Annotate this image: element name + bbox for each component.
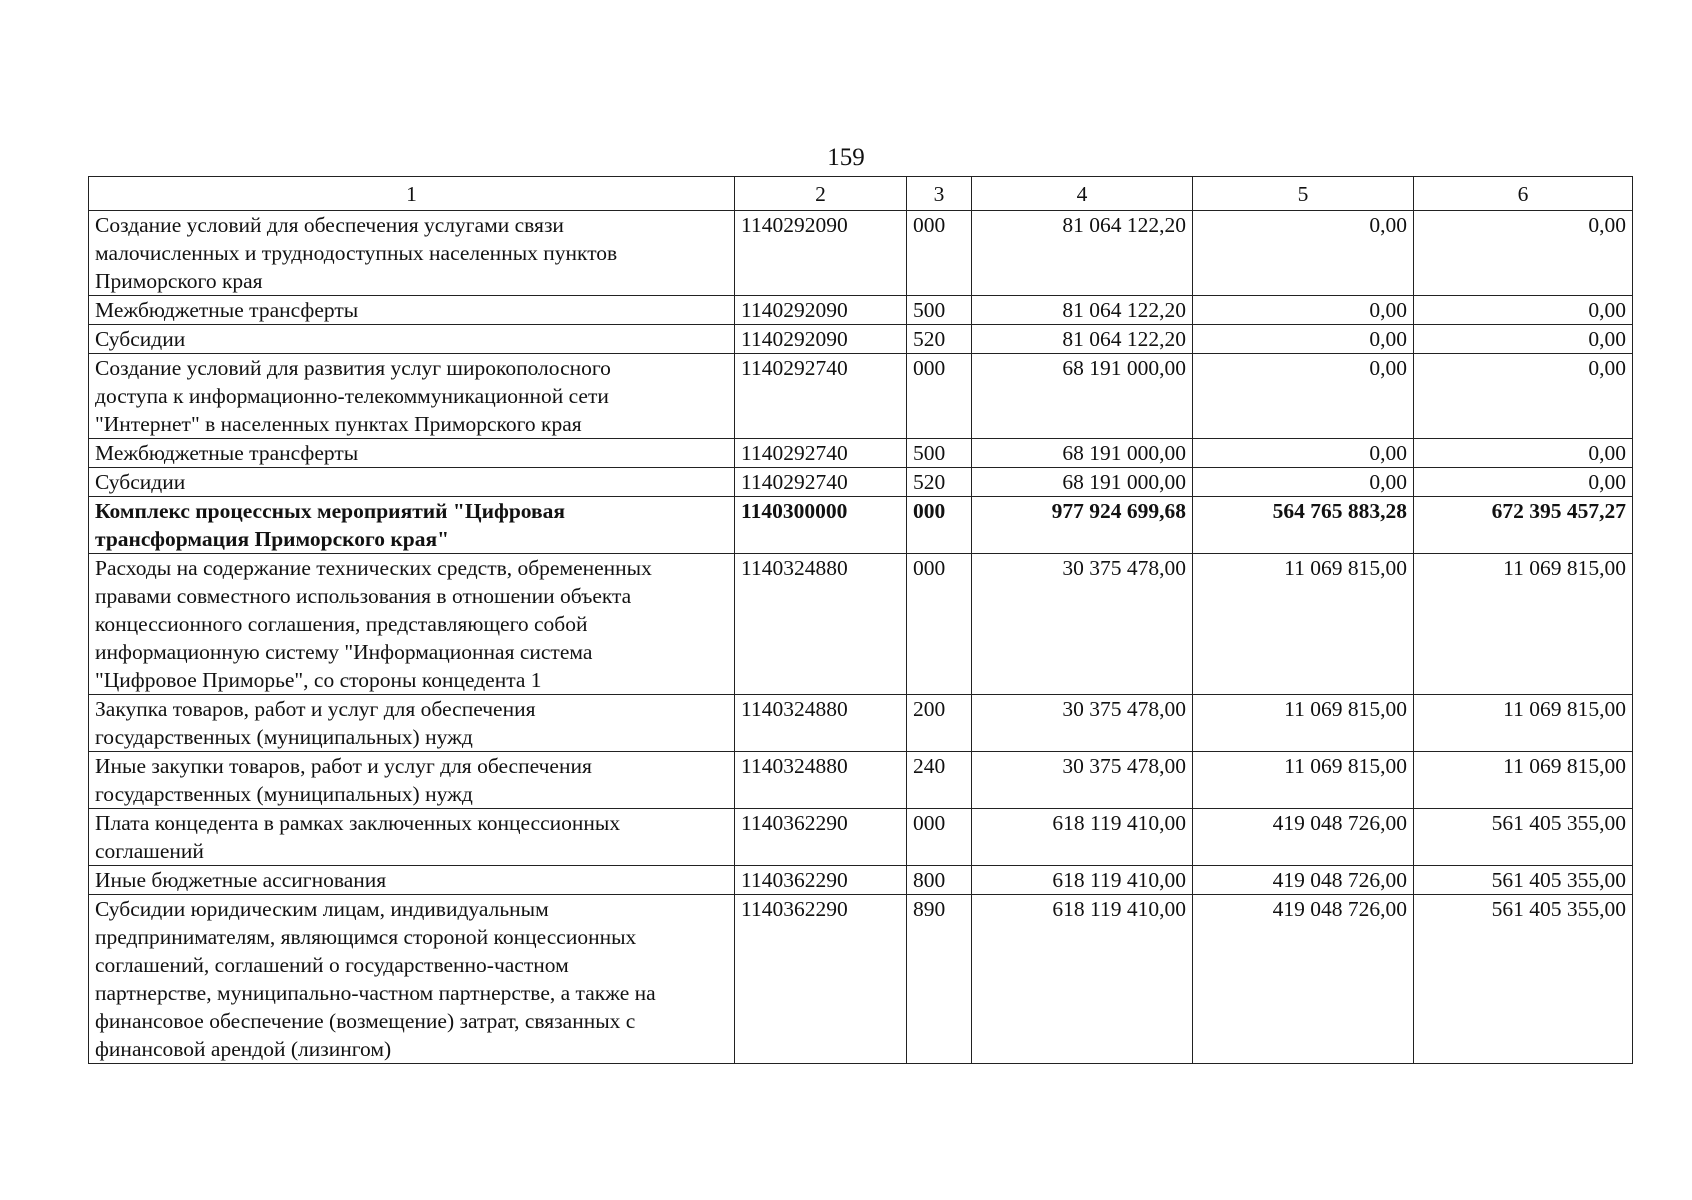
expense-type-code-cell: 800 (907, 866, 972, 895)
expense-name-line: соглашений (95, 839, 204, 863)
column-header: 5 (1193, 177, 1414, 211)
amount-col4-cell: 81 064 122,20 (972, 325, 1193, 354)
amount-col6-cell: 11 069 815,00 (1414, 695, 1633, 752)
target-article-code-cell: 1140292740 (735, 468, 907, 497)
column-header: 3 (907, 177, 972, 211)
page-number: 159 (827, 144, 865, 171)
amount-col4-cell: 618 119 410,00 (972, 895, 1193, 1064)
amount-col5-cell: 564 765 883,28 (1193, 497, 1414, 554)
expense-type-code-cell: 000 (907, 497, 972, 554)
expense-name-line: Закупка товаров, работ и услуг для обеспечения (95, 697, 536, 721)
amount-col6-cell: 11 069 815,00 (1414, 554, 1633, 695)
amount-col6-cell: 11 069 815,00 (1414, 752, 1633, 809)
table-row (89, 325, 1633, 354)
column-header: 4 (972, 177, 1193, 211)
table-row (89, 439, 1633, 468)
amount-col6-cell: 0,00 (1414, 354, 1633, 439)
amount-col4-cell: 68 191 000,00 (972, 468, 1193, 497)
expense-type-code-cell: 240 (907, 752, 972, 809)
table-row (89, 354, 1633, 439)
expense-type-code-cell: 520 (907, 325, 972, 354)
expense-name-line: государственных (муниципальных) нужд (95, 725, 473, 749)
expense-name-cell (89, 468, 735, 497)
amount-col6-cell: 0,00 (1414, 296, 1633, 325)
column-header: 2 (735, 177, 907, 211)
expense-name-line: Субсидии (95, 327, 186, 351)
amount-col6-cell: 561 405 355,00 (1414, 809, 1633, 866)
target-article-code-cell: 1140292090 (735, 296, 907, 325)
target-article-code-cell: 1140292090 (735, 211, 907, 296)
budget-table (88, 176, 1633, 1064)
expense-name-line: Расходы на содержание технических средств, обремененных (95, 556, 652, 580)
column-header: 6 (1414, 177, 1633, 211)
expense-name-cell (89, 325, 735, 354)
expense-name-line: предпринимателям, являющимся стороной концессионных (95, 925, 637, 949)
expense-type-code-cell: 500 (907, 439, 972, 468)
amount-col6-cell: 0,00 (1414, 211, 1633, 296)
expense-name-line: Иные закупки товаров, работ и услуг для обеспечения (95, 754, 592, 778)
column-header: 1 (89, 177, 735, 211)
expense-name-cell (89, 296, 735, 325)
expense-name-line: малочисленных и труднодоступных населенных пунктов (95, 241, 618, 265)
amount-col5-cell: 0,00 (1193, 325, 1414, 354)
amount-col4-cell: 30 375 478,00 (972, 554, 1193, 695)
amount-col5-cell: 11 069 815,00 (1193, 752, 1414, 809)
target-article-code-cell: 1140362290 (735, 895, 907, 1064)
amount-col5-cell: 419 048 726,00 (1193, 809, 1414, 866)
expense-name-line: Создание условий для обеспечения услугами связи (95, 213, 564, 237)
table-row (89, 211, 1633, 296)
table-row (89, 809, 1633, 866)
expense-name-line: финансовой арендой (лизингом) (95, 1037, 392, 1061)
expense-name-cell (89, 895, 735, 1064)
expense-name-cell (89, 752, 735, 809)
amount-col4-cell: 977 924 699,68 (972, 497, 1193, 554)
amount-col4-cell: 30 375 478,00 (972, 695, 1193, 752)
expense-name-line: трансформация Приморского края" (95, 527, 450, 551)
target-article-code-cell: 1140292740 (735, 354, 907, 439)
expense-name-line: доступа к информационно-телекоммуникационной сети (95, 384, 609, 408)
expense-name-cell (89, 354, 735, 439)
amount-col4-cell: 618 119 410,00 (972, 866, 1193, 895)
expense-type-code-cell: 000 (907, 554, 972, 695)
table-row (89, 554, 1633, 695)
amount-col4-cell: 68 191 000,00 (972, 354, 1193, 439)
expense-name-line: "Интернет" в населенных пунктах Приморского края (95, 412, 582, 436)
amount-col6-cell: 561 405 355,00 (1414, 895, 1633, 1064)
amount-col6-cell: 0,00 (1414, 325, 1633, 354)
amount-col5-cell: 0,00 (1193, 296, 1414, 325)
amount-col4-cell: 81 064 122,20 (972, 296, 1193, 325)
table-row (89, 866, 1633, 895)
expense-name-cell (89, 439, 735, 468)
expense-type-code-cell: 890 (907, 895, 972, 1064)
expense-name-line: Иные бюджетные ассигнования (95, 868, 387, 892)
target-article-code-cell: 1140292740 (735, 439, 907, 468)
amount-col6-cell: 0,00 (1414, 439, 1633, 468)
expense-name-cell (89, 809, 735, 866)
expense-type-code-cell: 000 (907, 809, 972, 866)
expense-name-line: "Цифровое Приморье", со стороны концедента 1 (95, 668, 542, 692)
expense-name-line: Межбюджетные трансферты (95, 441, 359, 465)
expense-type-code-cell: 500 (907, 296, 972, 325)
amount-col4-cell: 618 119 410,00 (972, 809, 1193, 866)
expense-name-line: Плата концедента в рамках заключенных концессионных (95, 811, 621, 835)
amount-col5-cell: 11 069 815,00 (1193, 695, 1414, 752)
target-article-code-cell: 1140300000 (735, 497, 907, 554)
amount-col5-cell: 0,00 (1193, 354, 1414, 439)
expense-type-code-cell: 200 (907, 695, 972, 752)
expense-name-cell (89, 695, 735, 752)
expense-name-line: государственных (муниципальных) нужд (95, 782, 473, 806)
expense-type-code-cell: 520 (907, 468, 972, 497)
table-row (89, 752, 1633, 809)
amount-col5-cell: 0,00 (1193, 211, 1414, 296)
expense-name-line: Комплекс процессных мероприятий "Цифровая (95, 499, 565, 523)
expense-type-code-cell: 000 (907, 354, 972, 439)
table-header-row (89, 177, 1633, 211)
target-article-code-cell: 1140292090 (735, 325, 907, 354)
target-article-code-cell: 1140324880 (735, 695, 907, 752)
table-row (89, 296, 1633, 325)
table-row (89, 497, 1633, 554)
amount-col4-cell: 30 375 478,00 (972, 752, 1193, 809)
amount-col5-cell: 0,00 (1193, 439, 1414, 468)
amount-col5-cell: 0,00 (1193, 468, 1414, 497)
target-article-code-cell: 1140324880 (735, 554, 907, 695)
expense-name-cell (89, 497, 735, 554)
expense-name-cell (89, 211, 735, 296)
table-row (89, 695, 1633, 752)
expense-name-line: соглашений, соглашений о государственно-частном (95, 953, 569, 977)
expense-name-cell (89, 866, 735, 895)
expense-name-line: Субсидии юридическим лицам, индивидуальным (95, 897, 549, 921)
amount-col6-cell: 672 395 457,27 (1414, 497, 1633, 554)
amount-col6-cell: 0,00 (1414, 468, 1633, 497)
expense-name-line: финансовое обеспечение (возмещение) затрат, связанных с (95, 1009, 636, 1033)
amount-col5-cell: 11 069 815,00 (1193, 554, 1414, 695)
expense-name-line: Приморского края (95, 269, 263, 293)
expense-name-line: информационную систему "Информационная система (95, 640, 593, 664)
target-article-code-cell: 1140362290 (735, 866, 907, 895)
target-article-code-cell: 1140324880 (735, 752, 907, 809)
expense-type-code-cell: 000 (907, 211, 972, 296)
expense-name-line: Межбюджетные трансферты (95, 298, 359, 322)
target-article-code-cell: 1140362290 (735, 809, 907, 866)
expense-name-line: партнерстве, муниципально-частном партнерстве, а также на (95, 981, 656, 1005)
amount-col5-cell: 419 048 726,00 (1193, 895, 1414, 1064)
amount-col4-cell: 68 191 000,00 (972, 439, 1193, 468)
expense-name-line: Создание условий для развития услуг широкополосного (95, 356, 611, 380)
amount-col6-cell: 561 405 355,00 (1414, 866, 1633, 895)
expense-name-line: правами совместного использования в отношении объекта (95, 584, 632, 608)
expense-name-line: концессионного соглашения, представляющего собой (95, 612, 588, 636)
amount-col4-cell: 81 064 122,20 (972, 211, 1193, 296)
table-row (89, 895, 1633, 1064)
amount-col5-cell: 419 048 726,00 (1193, 866, 1414, 895)
expense-name-line: Субсидии (95, 470, 186, 494)
expense-name-cell (89, 554, 735, 695)
table-row (89, 468, 1633, 497)
